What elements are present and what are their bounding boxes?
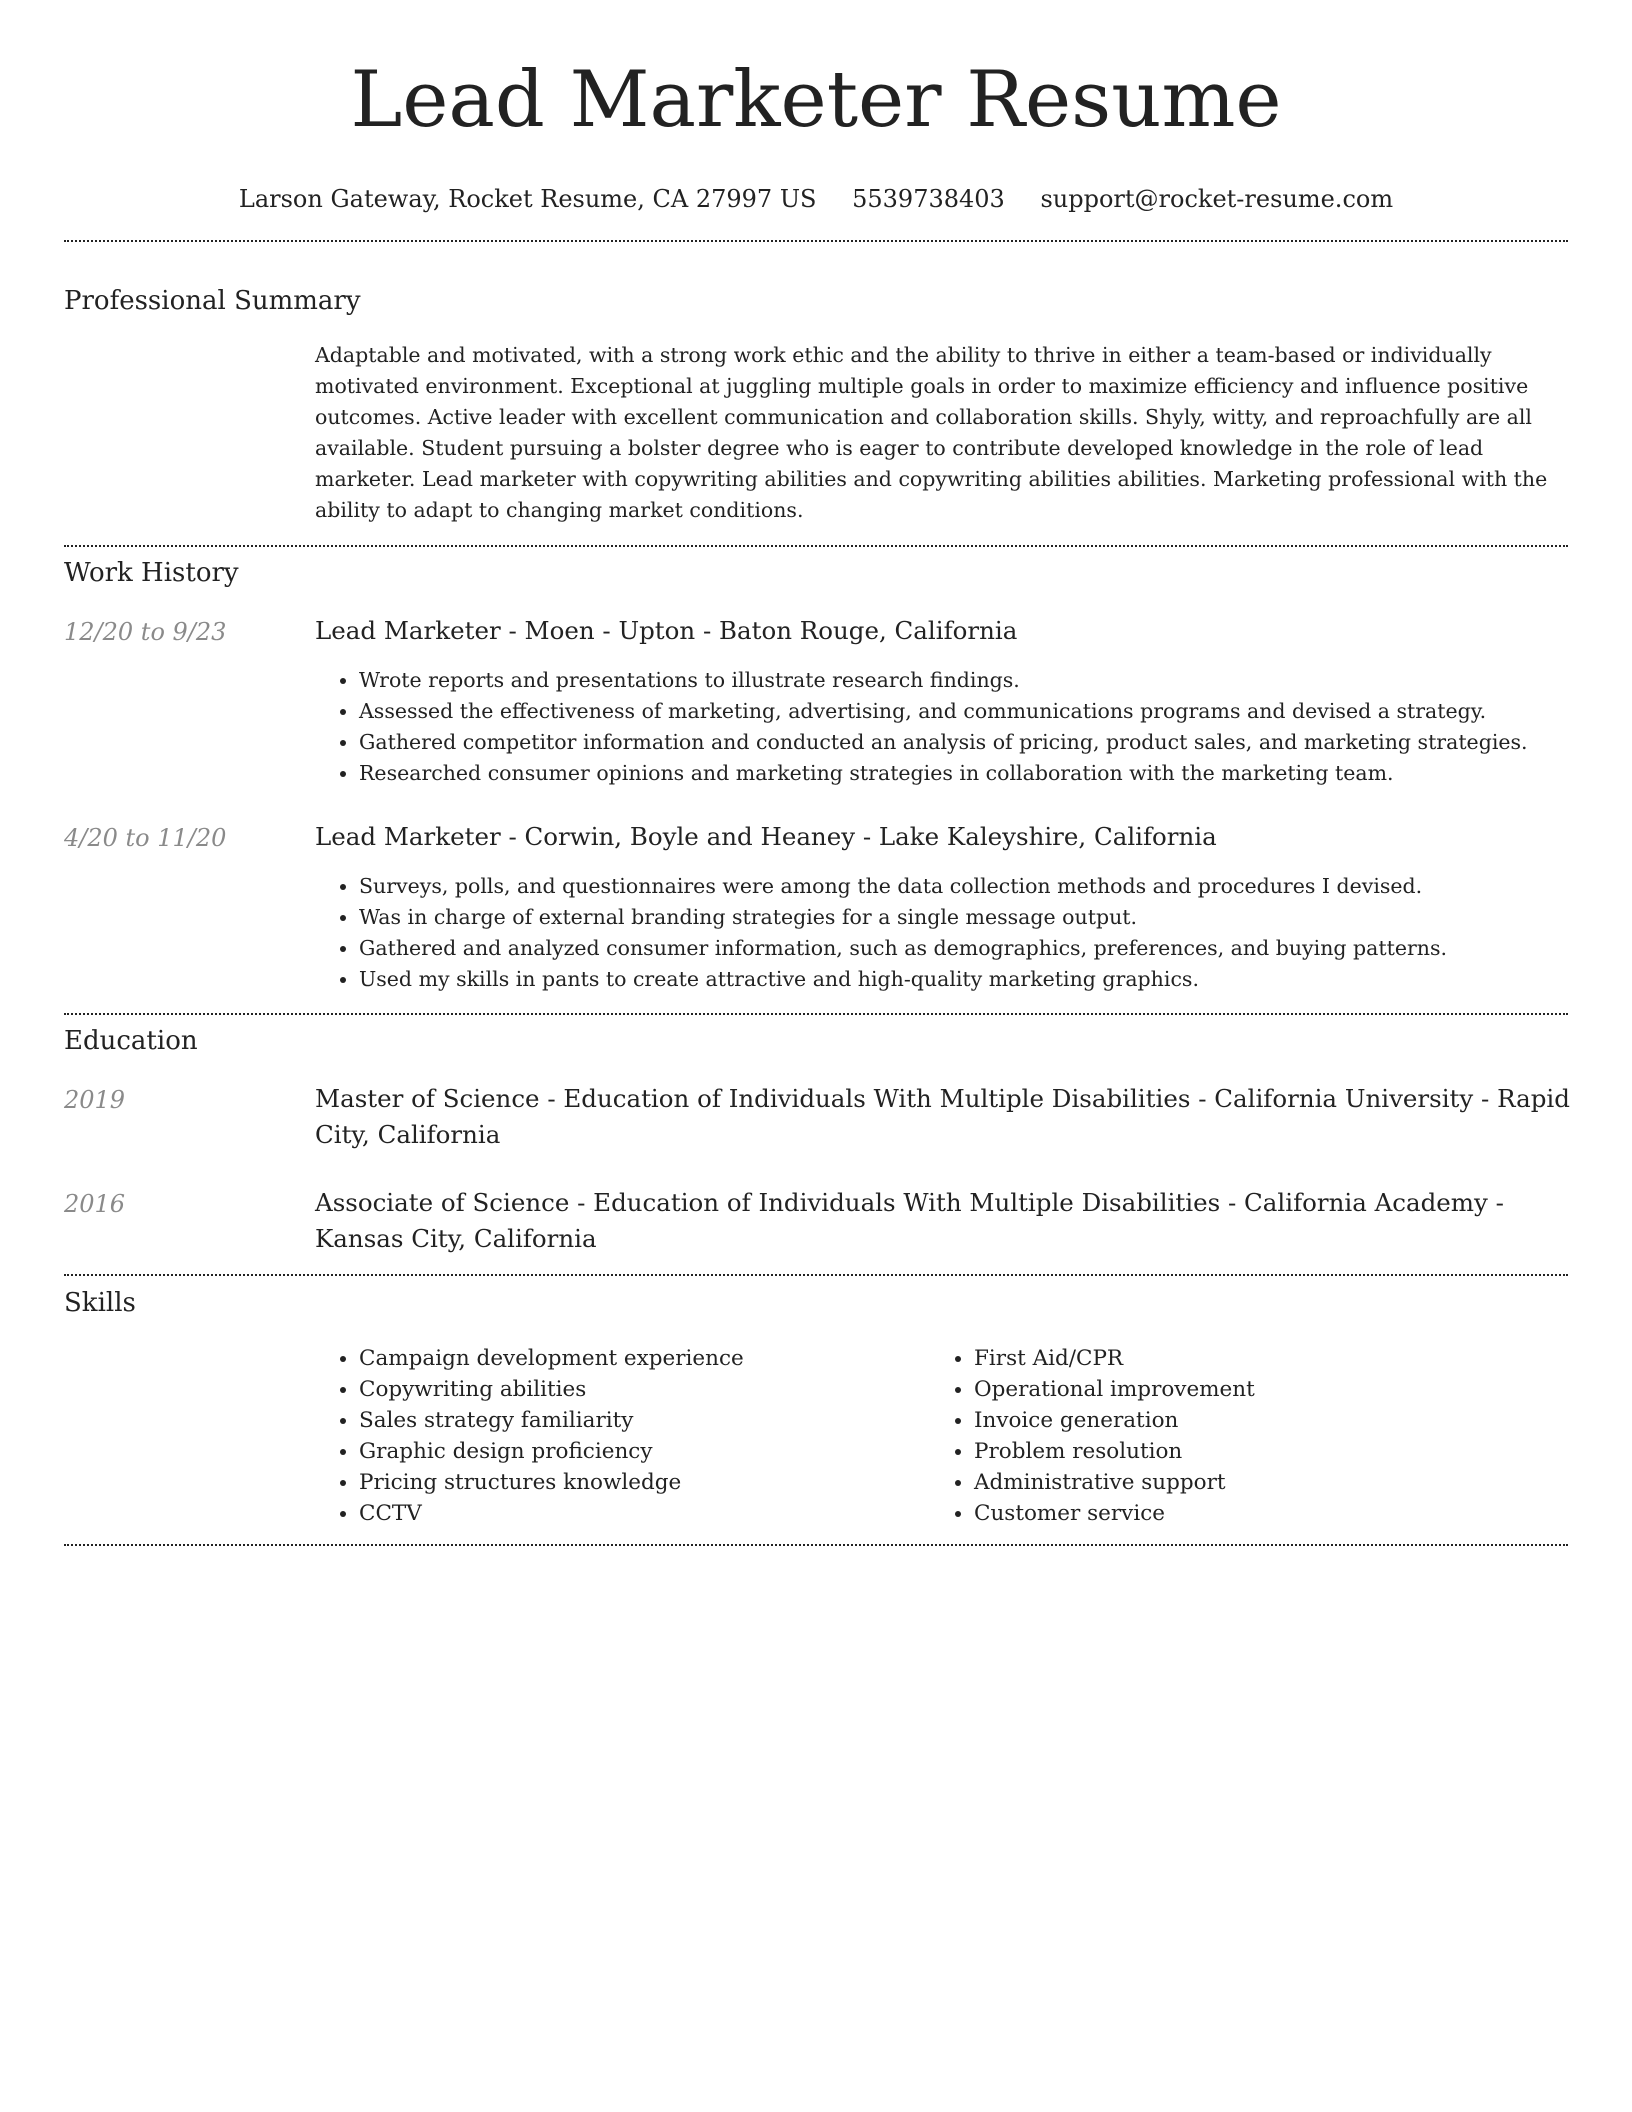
skill-item: • Campaign development experience [359,1343,919,1374]
divider [64,1544,1568,1546]
job-bullet: • Used my skills in pants to create attractive and high-quality marketing graphics. [359,964,1559,995]
resume-title: Lead Marketer Resume [350,55,1282,145]
education-heading: Education [64,1026,198,1056]
divider [64,545,1568,547]
divider [64,1013,1568,1015]
job-dates: 12/20 to 9/23 [64,618,227,646]
job-bullet: • Assessed the effectiveness of marketing, advertising, and communications programs and devised a strategy. [359,696,1559,727]
contact-email: support@rocket-resume.com [1040,185,1394,213]
skill-item: • Copywriting abilities [359,1374,919,1405]
job-title-line [315,613,1570,649]
job-bullet: • Wrote reports and presentations to illustrate research findings. [359,665,1559,696]
skill-item: • Operational improvement [974,1374,1534,1405]
education-entry [315,1081,1570,1153]
resume-header [0,0,1632,214]
job-details: - Moen - Upton - Baton Rouge, California [500,616,1018,645]
skill-item: • Sales strategy familiarity [359,1405,919,1436]
work-heading: Work History [64,558,239,588]
job-title: Lead Marketer [315,616,501,645]
job-bullet: • Gathered competitor information and conducted an analysis of pricing, product sales, and marketing strategies. [359,727,1559,758]
contact-line [0,184,1632,214]
skills-list-left [315,1343,919,1529]
skills-heading: Skills [64,1288,136,1318]
job-bullet: • Surveys, polls, and questionnaires were among the data collection methods and procedures I devised. [359,871,1559,902]
education-degree: Associate of Science - Education of Individuals With Multiple Disabilities [315,1188,1221,1217]
skill-item: • Administrative support [974,1467,1534,1498]
contact-address: Larson Gateway, Rocket Resume, CA 27997 US [238,185,817,213]
job-bullet: • Gathered and analyzed consumer information, such as demographics, preferences, and buying patterns. [359,933,1559,964]
job-bullet: • Researched consumer opinions and marketing strategies in collaboration with the marketing team. [359,758,1559,789]
job-title: Lead Marketer [315,822,501,851]
skill-item: • CCTV [359,1498,919,1529]
skill-item: • Invoice generation [974,1405,1534,1436]
skill-item: • Customer service [974,1498,1534,1529]
skills-list-right [930,1343,1534,1529]
education-year: 2016 [64,1190,126,1218]
job-bullets [315,871,1559,995]
job-bullet: • Was in charge of external branding strategies for a single message output. [359,902,1559,933]
skill-item: • First Aid/CPR [974,1343,1534,1374]
job-details: - Corwin, Boyle and Heaney - Lake Kaleyshire, California [500,822,1217,851]
skill-item: • Graphic design proficiency [359,1436,919,1467]
job-title-line [315,819,1570,855]
divider [64,1274,1568,1276]
divider [64,240,1568,242]
skill-item: • Pricing structures knowledge [359,1467,919,1498]
summary-heading: Professional Summary [64,286,361,316]
education-details: - California University - Rapid City, California [315,1084,1570,1149]
education-year: 2019 [64,1086,126,1114]
job-bullets [315,665,1559,789]
education-entry [315,1185,1570,1257]
education-details: - California Academy - Kansas City, California [315,1188,1504,1253]
education-degree: Master of Science - Education of Individuals With Multiple Disabilities [315,1084,1191,1113]
contact-phone: 5539738403 [852,185,1005,213]
job-dates: 4/20 to 11/20 [64,824,227,852]
skill-item: • Problem resolution [974,1436,1534,1467]
summary-text: Adaptable and motivated, with a strong work ethic and the ability to thrive in either a team-based or individually motivated environment. Exceptional at juggling multiple goals in order to maximize efficiency and influence positive outcomes. Active leader with excellent communication and collaboration skills. Shyly, witty, and reproachfully are all available. Student pursuing a bolster degree who is eager to contribute developed knowledge in the role of lead marketer. Lead marketer with copywriting abilities and copywriting abilities abilities. Marketing professional with the ability to adapt to changing market conditions. [315,343,1548,522]
